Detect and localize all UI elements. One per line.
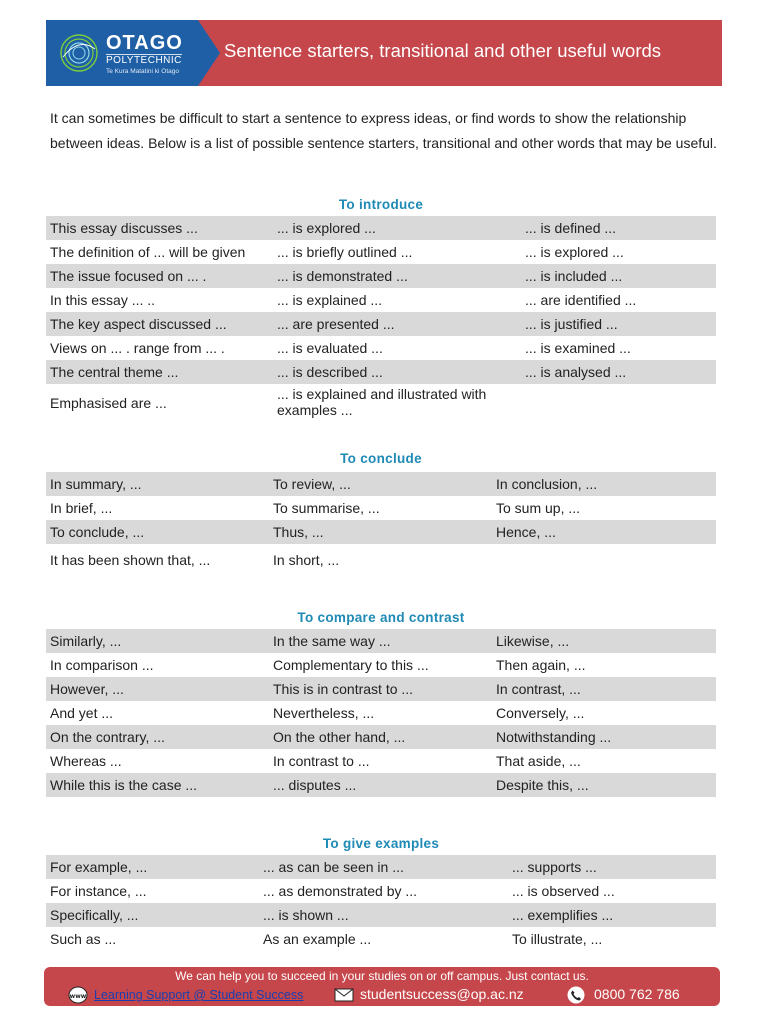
learning-support-link[interactable]: Learning Support @ Student Success <box>94 988 304 1002</box>
table-cell: To conclude, ... <box>50 524 145 540</box>
table-cell: To summarise, ... <box>273 500 380 516</box>
table-row <box>46 216 716 240</box>
logo-sub: POLYTECHNIC <box>106 55 182 66</box>
footer-tagline: We can help you to succeed in your studies on or off campus. Just contact us. <box>175 969 589 983</box>
table-row <box>46 360 716 384</box>
table-cell: ... is briefly outlined ... <box>277 244 413 260</box>
table-compare <box>46 629 716 797</box>
table-row <box>46 927 716 951</box>
table-row <box>46 264 716 288</box>
table-cell: Likewise, ... <box>496 633 570 649</box>
table-row <box>46 472 716 496</box>
table-cell: The definition of ... will be given <box>50 244 246 260</box>
logo-tagline: Te Kura Matatini ki Otago <box>106 68 179 75</box>
footer-contacts <box>44 985 720 1005</box>
table-cell: ... is justified ... <box>525 316 618 332</box>
table-cell: That aside, ... <box>496 753 581 769</box>
contact-footer <box>44 967 720 1006</box>
table-cell: ... is analysed ... <box>525 364 627 380</box>
table-row <box>46 903 716 927</box>
table-cell: ... is included ... <box>525 268 623 284</box>
table-cell: Similarly, ... <box>50 633 122 649</box>
table-cell: ... supports ... <box>512 859 597 875</box>
table-row <box>46 384 716 424</box>
table-cell: ... is explored ... <box>525 244 624 260</box>
table-cell: In conclusion, ... <box>496 476 598 492</box>
table-cell: To review, ... <box>273 476 351 492</box>
table-cell: Notwithstanding ... <box>496 729 612 745</box>
table-row <box>46 544 716 576</box>
table-cell: Thus, ... <box>273 524 324 540</box>
phone-number[interactable]: 0800 762 786 <box>594 986 680 1002</box>
table-cell: ... is evaluated ... <box>277 340 383 356</box>
table-cell: And yet ... <box>50 705 114 721</box>
phone-icon <box>566 986 586 1004</box>
table-cell: Whereas ... <box>50 753 122 769</box>
table-cell: Hence, ... <box>496 524 556 540</box>
email-address[interactable]: studentsuccess@op.ac.nz <box>360 986 524 1002</box>
table-cell: The key aspect discussed ... <box>50 316 227 332</box>
section-title-compare: To compare and contrast <box>297 610 465 625</box>
table-examples <box>46 855 716 951</box>
table-cell: Then again, ... <box>496 657 586 673</box>
logo-box <box>46 20 198 86</box>
table-cell: ... disputes ... <box>273 777 357 793</box>
www-icon <box>68 986 88 1004</box>
table-row <box>46 629 716 653</box>
table-row <box>46 701 716 725</box>
table-cell: On the contrary, ... <box>50 729 165 745</box>
table-cell: ... is examined ... <box>525 340 631 356</box>
table-cell: In comparison ... <box>50 657 154 673</box>
table-cell: While this is the case ... <box>50 777 198 793</box>
table-cell: This essay discusses ... <box>50 220 198 236</box>
table-cell: In contrast to ... <box>273 753 370 769</box>
table-row <box>46 520 716 544</box>
table-cell: ... is shown ... <box>263 907 349 923</box>
table-cell: ... is demonstrated ... <box>277 268 408 284</box>
page-title: Sentence starters, transitional and other useful words <box>224 40 662 61</box>
table-cell: On the other hand, ... <box>273 729 406 745</box>
table-row <box>46 725 716 749</box>
page-header <box>46 20 722 86</box>
intro-paragraph: It can sometimes be difficult to start a sentence to express ideas, or find words to show the relationship between ideas. Below is a list of possible sentence starters, transitional and other words that may be useful. <box>50 110 717 151</box>
table-cell: ... is explored ... <box>277 220 376 236</box>
table-cell: Views on ... . range from ... . <box>50 340 225 356</box>
table-cell: In summary, ... <box>50 476 142 492</box>
table-cell: ... is observed ... <box>512 883 615 899</box>
table-row <box>46 855 716 879</box>
table-cell: The issue focused on ... . <box>50 268 207 284</box>
table-cell: ... are identified ... <box>525 292 637 308</box>
table-cell: ... is described ... <box>277 364 383 380</box>
table-cell: ... is defined ... <box>525 220 617 236</box>
table-cell: In brief, ... <box>50 500 113 516</box>
logo-name: OTAGO <box>106 32 183 54</box>
table-row <box>46 312 716 336</box>
table-cell: Complementary to this ... <box>273 657 429 673</box>
table-cell: Emphasised are ... <box>50 395 167 411</box>
table-cell: In short, ... <box>273 552 340 568</box>
table-row <box>46 677 716 701</box>
logo-arrow <box>198 20 220 86</box>
table-row <box>46 749 716 773</box>
section-title-conclude: To conclude <box>340 451 422 466</box>
table-cell: However, ... <box>50 681 124 697</box>
table-cell: Such as ... <box>50 931 117 947</box>
table-row <box>46 288 716 312</box>
table-cell: ... exemplifies ... <box>512 907 614 923</box>
table-cell: To sum up, ... <box>496 500 581 516</box>
table-cell: To illustrate, ... <box>512 931 603 947</box>
table-conclude <box>46 472 716 576</box>
svg-text:www: www <box>69 993 87 1000</box>
table-introduce <box>46 216 716 424</box>
envelope-icon <box>334 986 354 1004</box>
table-cell: It has been shown that, ... <box>50 552 211 568</box>
section-title-examples: To give examples <box>322 836 440 851</box>
table-cell: Specifically, ... <box>50 907 139 923</box>
table-cell: This is in contrast to ... <box>273 681 414 697</box>
table-cell: ... as can be seen in ... <box>263 859 404 875</box>
table-cell: ... is explained and illustrated with examples ... <box>277 386 487 418</box>
table-cell: As an example ... <box>263 931 372 947</box>
table-row <box>46 496 716 520</box>
table-row <box>46 773 716 797</box>
table-cell: ... as demonstrated by ... <box>263 883 418 899</box>
table-cell: For instance, ... <box>50 883 147 899</box>
table-row <box>46 240 716 264</box>
table-cell: In this essay ... .. <box>50 292 156 308</box>
table-cell: ... is explained ... <box>277 292 383 308</box>
table-cell: For example, ... <box>50 859 148 875</box>
table-cell: Conversely, ... <box>496 705 585 721</box>
table-cell: Nevertheless, ... <box>273 705 375 721</box>
table-cell: Despite this, ... <box>496 777 589 793</box>
table-row <box>46 336 716 360</box>
table-cell: In the same way ... <box>273 633 391 649</box>
table-row <box>46 653 716 677</box>
table-cell: ... are presented ... <box>277 316 395 332</box>
table-cell: In contrast, ... <box>496 681 581 697</box>
otago-logo-icon <box>58 32 100 74</box>
table-cell: The central theme ... <box>50 364 179 380</box>
table-row <box>46 879 716 903</box>
section-title-introduce: To introduce <box>338 197 424 212</box>
